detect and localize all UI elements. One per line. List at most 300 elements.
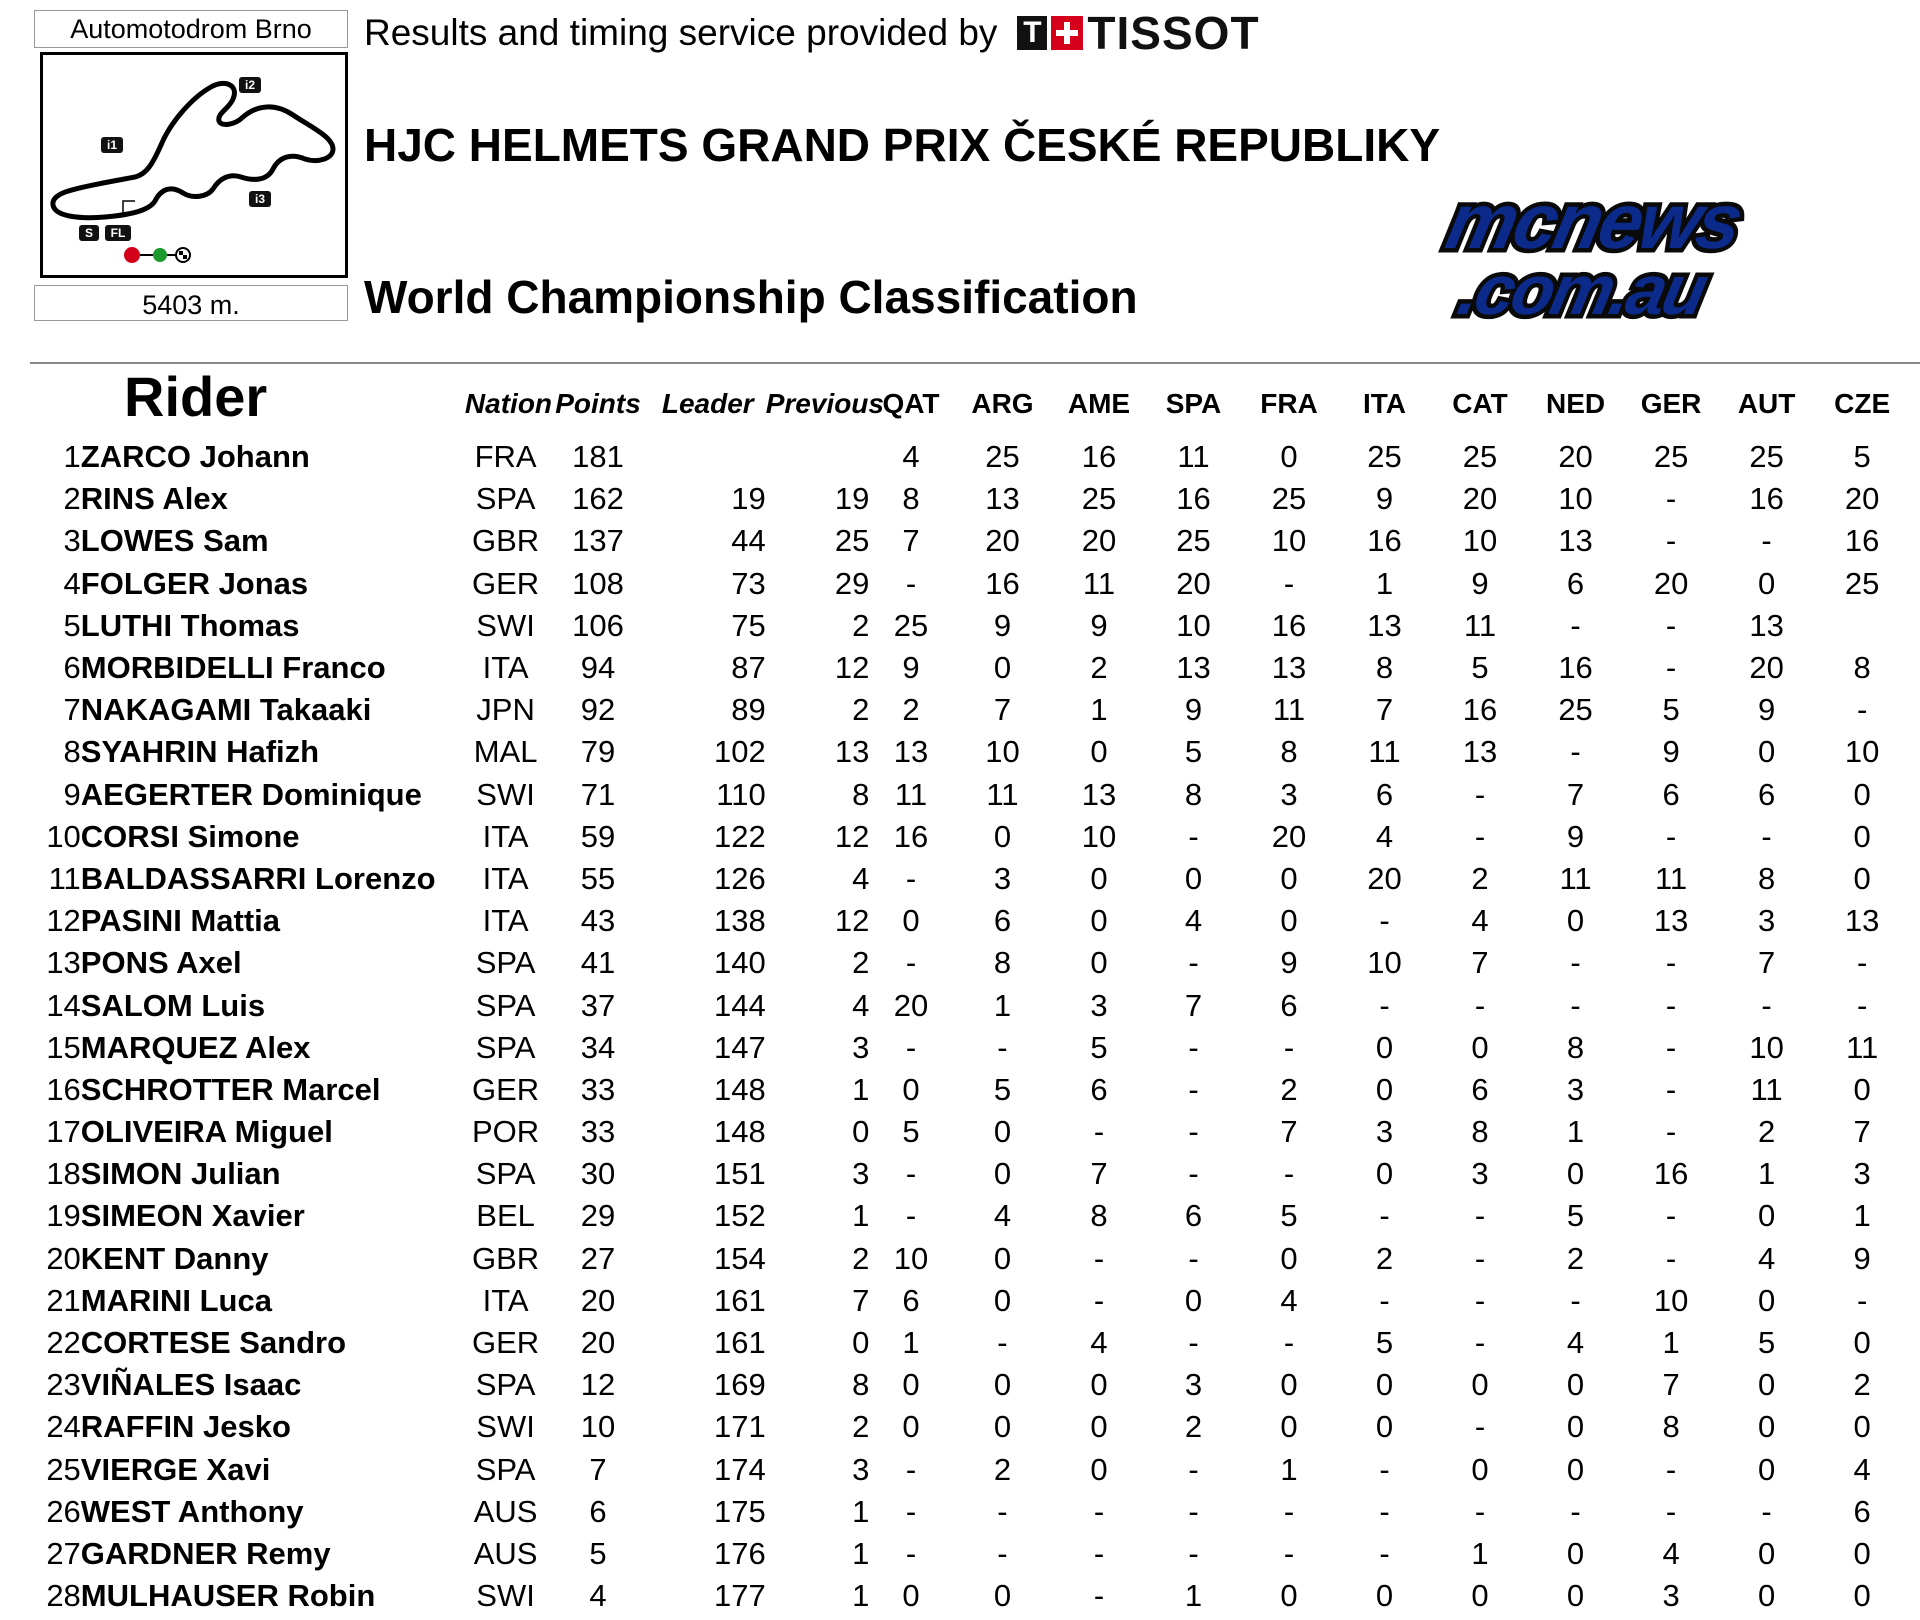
rider-gap-leader: 19	[731, 481, 766, 517]
race-result: 8	[993, 945, 1012, 981]
race-result: 8	[1375, 650, 1394, 686]
race-result: 11	[1272, 692, 1306, 728]
race-result: -	[1474, 818, 1486, 854]
rider-points: 20	[580, 1282, 616, 1318]
rider-name: MARQUEZ Alex	[80, 1029, 311, 1065]
race-result: 2	[1375, 1240, 1394, 1276]
race-result: -	[1665, 1240, 1677, 1276]
race-result: -	[1379, 903, 1390, 939]
race-result: -	[1474, 1240, 1486, 1276]
rider-gap-previous: 0	[852, 1325, 870, 1361]
race-result: 16	[1176, 481, 1211, 517]
race-result: -	[1474, 1409, 1486, 1445]
table-header-row	[30, 366, 1910, 426]
table-row	[30, 858, 1910, 900]
race-result: 25	[1271, 481, 1307, 517]
race-result: -	[1379, 1198, 1390, 1234]
race-result: 0	[1090, 1367, 1108, 1403]
rider-gap-previous: 1	[852, 1071, 870, 1107]
marker-start: S	[84, 226, 94, 240]
race-result: 3	[1471, 1156, 1489, 1192]
rider-nation: POR	[471, 1114, 540, 1150]
standings-table	[30, 366, 1910, 1617]
rider-name: PASINI Mattia	[80, 903, 281, 939]
race-result: -	[1665, 818, 1677, 854]
rider-name: OLIVEIRA Miguel	[80, 1114, 333, 1150]
race-result: 7	[1280, 1114, 1298, 1150]
race-result: 10	[985, 734, 1020, 770]
rider-position: 16	[46, 1071, 81, 1107]
race-result: 8	[902, 481, 920, 517]
rider-gap-previous: 1	[852, 1493, 870, 1529]
rider-points: 59	[580, 818, 616, 854]
race-result: 0	[1280, 439, 1298, 475]
header-leader: Leader	[661, 388, 754, 419]
rider-nation: SWI	[476, 1578, 535, 1614]
race-result: 10	[1462, 523, 1498, 559]
race-result: 3	[1566, 1071, 1585, 1107]
race-result: -	[1474, 1198, 1486, 1234]
rider-gap-previous: 3	[852, 1451, 870, 1487]
rider-gap-leader: 171	[713, 1409, 766, 1445]
race-result: 13	[1749, 607, 1784, 643]
race-result: 0	[1184, 1282, 1203, 1318]
rider-points: 29	[580, 1198, 616, 1234]
rider-name: CORSI Simone	[80, 818, 300, 854]
race-result: 25	[1462, 439, 1498, 475]
race-result: -	[1474, 776, 1486, 812]
table-row	[30, 478, 1910, 520]
race-result: -	[1665, 523, 1677, 559]
race-result: 0	[1280, 903, 1298, 939]
table-row	[30, 900, 1910, 942]
race-result: 6	[1853, 1493, 1871, 1529]
race-result: 5	[1566, 1198, 1585, 1234]
race-result: 0	[1757, 1451, 1776, 1487]
mcnews-logo	[1428, 178, 1836, 328]
race-result: 0	[1757, 734, 1776, 770]
race-result: -	[1474, 1325, 1486, 1361]
rider-gap-leader: 89	[731, 692, 766, 728]
race-result: 8	[1184, 776, 1203, 812]
race-result: -	[1474, 1282, 1486, 1318]
rider-gap-previous: 1	[852, 1578, 870, 1614]
rider-gap-previous: 0	[852, 1114, 870, 1150]
rider-gap-leader: 73	[731, 565, 766, 601]
race-result: 0	[1280, 1240, 1298, 1276]
race-result: -	[905, 945, 917, 981]
header-race: CAT	[1452, 388, 1508, 419]
race-result: 0	[1566, 903, 1585, 939]
race-result: 0	[1853, 1071, 1871, 1107]
race-result: 11	[894, 776, 928, 812]
race-result: 6	[993, 903, 1012, 939]
race-result: 9	[993, 607, 1012, 643]
rider-points: 71	[580, 776, 616, 812]
race-result: 0	[902, 1367, 920, 1403]
rider-name: KENT Danny	[80, 1240, 269, 1276]
rider-position: 15	[46, 1029, 81, 1065]
rider-position: 19	[46, 1198, 81, 1234]
header-rider: Rider	[124, 365, 268, 428]
race-result: 9	[902, 650, 920, 686]
race-result: 5	[1280, 1198, 1298, 1234]
race-result: 20	[1367, 860, 1402, 896]
race-result: -	[1188, 1029, 1199, 1065]
race-result: 0	[1471, 1578, 1489, 1614]
rider-position: 10	[46, 818, 81, 854]
rider-position: 20	[46, 1240, 81, 1276]
race-result: 10	[1081, 818, 1117, 854]
race-result: -	[1570, 734, 1581, 770]
race-result: 16	[1367, 523, 1402, 559]
race-result: 20	[893, 987, 929, 1023]
rider-gap-leader: 44	[731, 523, 766, 559]
race-result: -	[905, 1029, 917, 1065]
race-result: 4	[1090, 1325, 1108, 1361]
rider-gap-leader: 110	[716, 776, 766, 812]
race-result: 0	[1375, 1578, 1394, 1614]
rider-nation: ITA	[482, 818, 529, 854]
rider-nation: ITA	[482, 903, 529, 939]
rider-points: 4	[589, 1578, 607, 1614]
rider-nation: SWI	[476, 1409, 535, 1445]
rider-gap-previous: 8	[852, 776, 870, 812]
race-result: -	[1665, 1071, 1677, 1107]
race-result: 7	[1471, 945, 1489, 981]
race-result: -	[1570, 1493, 1581, 1529]
race-result: 0	[1566, 1451, 1585, 1487]
race-result: 4	[1280, 1282, 1298, 1318]
race-result: 20	[1176, 565, 1211, 601]
table-row	[30, 1322, 1910, 1364]
rider-name: GARDNER Remy	[80, 1535, 331, 1571]
table-row	[30, 647, 1910, 689]
race-result: 0	[1090, 1409, 1108, 1445]
race-result: -	[905, 565, 917, 601]
header-race: QAT	[882, 388, 940, 419]
rider-name: PONS Axel	[80, 945, 242, 981]
race-result: 20	[1081, 523, 1117, 559]
race-result: 0	[1853, 1535, 1871, 1571]
race-result: 20	[1844, 481, 1880, 517]
race-result: 11	[1177, 439, 1210, 475]
table-row	[30, 605, 1910, 647]
race-result: -	[1665, 1029, 1677, 1065]
race-result: 13	[1653, 903, 1689, 939]
race-result: 3	[1184, 1367, 1203, 1403]
logo-line1: mcnews	[1439, 178, 1748, 265]
race-result: 6	[1757, 776, 1776, 812]
rider-gap-previous: 12	[834, 650, 870, 686]
race-result: 0	[1757, 1367, 1776, 1403]
race-result: 1	[1566, 1114, 1585, 1150]
table-row	[30, 1575, 1910, 1617]
table-row	[30, 1111, 1910, 1153]
race-result: -	[997, 1029, 1008, 1065]
rider-position: 13	[46, 945, 81, 981]
rider-nation: ITA	[482, 650, 529, 686]
race-result: 4	[1566, 1325, 1585, 1361]
race-result: -	[1665, 607, 1677, 643]
race-result: 0	[902, 903, 920, 939]
rider-position: 14	[46, 987, 81, 1023]
race-result: 3	[1662, 1578, 1680, 1614]
rider-position: 8	[63, 734, 81, 770]
race-result: 10	[1653, 1282, 1689, 1318]
race-result: 8	[1757, 860, 1776, 896]
race-result: -	[1761, 987, 1772, 1023]
rider-position: 28	[46, 1578, 81, 1614]
rider-gap-leader: 75	[731, 607, 766, 643]
race-result: 13	[1176, 650, 1211, 686]
race-result: 0	[1757, 1409, 1776, 1445]
rider-gap-leader: 169	[713, 1367, 766, 1403]
rider-points: 37	[580, 987, 616, 1023]
rider-position: 27	[46, 1535, 81, 1571]
race-result: 0	[1757, 1282, 1776, 1318]
race-result: -	[1379, 1493, 1390, 1529]
race-result: 13	[1462, 734, 1498, 770]
race-result: 5	[1471, 650, 1489, 686]
rider-name: BALDASSARRI Lorenzo	[80, 860, 436, 896]
rider-position: 21	[46, 1282, 81, 1318]
rider-gap-leader: 144	[713, 987, 766, 1023]
race-result: -	[1379, 1451, 1390, 1487]
race-result: 8	[1090, 1198, 1108, 1234]
rider-nation: ITA	[482, 1282, 529, 1318]
race-result: -	[1093, 1114, 1105, 1150]
race-result: 0	[1375, 1367, 1394, 1403]
rider-nation: SPA	[475, 1451, 536, 1487]
race-result: 0	[1566, 1367, 1585, 1403]
rider-position: 23	[46, 1367, 81, 1403]
race-result: 0	[993, 818, 1012, 854]
race-result: 11	[1559, 860, 1592, 896]
table-row	[30, 1195, 1910, 1237]
race-result: 11	[1463, 607, 1497, 643]
rider-name: RINS Alex	[80, 481, 228, 517]
race-result: 9	[1757, 692, 1776, 728]
track-length: 5403 m.	[34, 285, 348, 321]
race-result: 0	[993, 1409, 1012, 1445]
rider-nation: SPA	[475, 945, 536, 981]
table-row	[30, 1069, 1910, 1111]
race-result: 11	[1654, 860, 1688, 896]
rider-gap-previous: 19	[834, 481, 870, 517]
race-result: -	[997, 1325, 1008, 1361]
race-result: -	[1188, 1156, 1199, 1192]
rider-gap-leader: 152	[713, 1198, 766, 1234]
race-result: 0	[993, 1578, 1012, 1614]
rider-gap-previous: 12	[834, 903, 870, 939]
race-result: 2	[993, 1451, 1012, 1487]
race-result: 5	[1853, 439, 1871, 475]
classification-title: World Championship Classification	[364, 271, 1138, 323]
timing-lights-icon	[124, 247, 190, 263]
race-result: 13	[1081, 776, 1117, 812]
race-result: 6	[1471, 1071, 1489, 1107]
race-result: 25	[1081, 481, 1117, 517]
race-result: -	[905, 1156, 917, 1192]
race-result: -	[1857, 945, 1868, 981]
race-result: 3	[1280, 776, 1298, 812]
race-result: -	[1761, 1493, 1772, 1529]
race-result: -	[1665, 1493, 1677, 1529]
race-result: 5	[1375, 1325, 1394, 1361]
race-result: 1	[1662, 1325, 1680, 1361]
race-result: 13	[893, 734, 929, 770]
race-result: 10	[1558, 481, 1593, 517]
table-row	[30, 774, 1910, 816]
rider-position: 3	[63, 523, 81, 559]
rider-position: 11	[48, 860, 81, 896]
race-result: -	[1665, 1198, 1677, 1234]
race-result: -	[1093, 1240, 1105, 1276]
table-row	[30, 731, 1910, 773]
race-result: 0	[1184, 860, 1203, 896]
rider-name: SALOM Luis	[80, 987, 266, 1023]
table-row	[30, 689, 1910, 731]
race-result: -	[1570, 1282, 1581, 1318]
rider-position: 25	[46, 1451, 81, 1487]
race-result: 6	[1662, 776, 1680, 812]
rider-name: WEST Anthony	[80, 1493, 304, 1529]
race-result: 1	[993, 987, 1012, 1023]
race-result: 10	[1176, 607, 1211, 643]
race-result: 9	[1184, 692, 1203, 728]
header-points: Points	[555, 388, 641, 419]
race-result: -	[1665, 1451, 1677, 1487]
race-result: 5	[1090, 1029, 1108, 1065]
race-result: 0	[1566, 1535, 1585, 1571]
race-result: 0	[1566, 1578, 1585, 1614]
rider-name: RAFFIN Jesko	[80, 1409, 291, 1445]
rider-gap-previous: 2	[852, 692, 870, 728]
rider-points: 55	[580, 860, 616, 896]
rider-gap-leader: 174	[713, 1451, 766, 1487]
table-row	[30, 942, 1910, 984]
race-result: 13	[1271, 650, 1307, 686]
rider-points: 20	[580, 1325, 616, 1361]
race-result: -	[1093, 1282, 1105, 1318]
race-result: 13	[985, 481, 1020, 517]
race-result: 7	[1090, 1156, 1108, 1192]
rider-gap-previous: 29	[834, 565, 870, 601]
rider-gap-leader: 102	[713, 734, 766, 770]
rider-position: 1	[63, 439, 81, 475]
race-result: 4	[1375, 818, 1394, 854]
race-result: 0	[993, 1156, 1012, 1192]
race-result: 25	[1844, 565, 1880, 601]
timing-credit-text: Results and timing service provided by	[364, 12, 998, 53]
rider-gap-leader: 175	[713, 1493, 766, 1529]
race-result: 0	[1375, 1071, 1394, 1107]
race-result: 2	[1757, 1114, 1776, 1150]
race-result: 16	[1081, 439, 1117, 475]
rider-nation: AUS	[473, 1535, 538, 1571]
race-result: 0	[993, 1282, 1012, 1318]
rider-gap-leader: 138	[713, 903, 766, 939]
rider-gap-previous: 4	[852, 860, 870, 896]
race-result: 3	[1090, 987, 1108, 1023]
rider-name: SIMEON Xavier	[80, 1198, 305, 1234]
race-result: 2	[1090, 650, 1108, 686]
race-result: 16	[1844, 523, 1880, 559]
race-result: 4	[1184, 903, 1203, 939]
rider-gap-leader: 151	[713, 1156, 766, 1192]
race-result: -	[1379, 1282, 1390, 1318]
race-result: 8	[1566, 1029, 1585, 1065]
race-result: 11	[1082, 565, 1116, 601]
race-result: 0	[902, 1578, 920, 1614]
table-row	[30, 1491, 1910, 1533]
rider-points: 137	[572, 523, 624, 559]
race-result: -	[1665, 1114, 1677, 1150]
race-result: 13	[1844, 903, 1880, 939]
rider-gap-previous: 13	[834, 734, 870, 770]
rider-gap-previous: 4	[852, 987, 870, 1023]
race-result: 0	[1090, 1451, 1108, 1487]
race-result: 2	[1853, 1367, 1871, 1403]
race-result: 0	[1757, 1578, 1776, 1614]
race-result: 0	[1471, 1451, 1489, 1487]
race-result: 20	[1653, 565, 1689, 601]
rider-nation: SPA	[475, 1367, 536, 1403]
rider-gap-leader: 87	[731, 650, 766, 686]
header-race: CZE	[1834, 388, 1891, 419]
race-result: -	[997, 1493, 1008, 1529]
race-result: 5	[1184, 734, 1203, 770]
rider-nation: GER	[471, 1325, 540, 1361]
race-result: 0	[1853, 776, 1871, 812]
table-row	[30, 1533, 1910, 1575]
rider-gap-previous: 1	[852, 1535, 870, 1571]
rider-gap-leader: 126	[713, 860, 766, 896]
race-result: 10	[1367, 945, 1402, 981]
race-result: 1	[1471, 1535, 1489, 1571]
race-result: 4	[993, 1198, 1012, 1234]
rider-position: 18	[46, 1156, 81, 1192]
race-result: 7	[1853, 1114, 1871, 1150]
rider-name: LUTHI Thomas	[80, 607, 300, 643]
table-row	[30, 984, 1910, 1026]
race-result: 5	[902, 1114, 920, 1150]
race-result: 4	[1757, 1240, 1776, 1276]
event-title: HJC HELMETS GRAND PRIX ČESKÉ REPUBLIKY	[364, 119, 1441, 171]
race-result: 7	[902, 523, 920, 559]
race-result: -	[1570, 987, 1581, 1023]
race-result: -	[1188, 1535, 1199, 1571]
rider-gap-leader: 177	[713, 1578, 766, 1614]
rider-name: SCHROTTER Marcel	[80, 1071, 381, 1107]
race-result: 10	[893, 1240, 929, 1276]
rider-gap-leader: 147	[713, 1029, 766, 1065]
rider-name: ZARCO Johann	[80, 439, 310, 475]
race-result: -	[1188, 1240, 1199, 1276]
race-result: 1	[1184, 1578, 1203, 1614]
race-result: 2	[1471, 860, 1489, 896]
rider-gap-leader: 140	[713, 945, 766, 981]
rider-gap-leader: 176	[713, 1535, 766, 1571]
rider-points: 6	[589, 1493, 607, 1529]
race-result: 11	[1750, 1071, 1783, 1107]
race-result: 20	[1271, 818, 1307, 854]
rider-gap-leader: 148	[713, 1071, 766, 1107]
race-result: 1	[1757, 1156, 1776, 1192]
race-result: -	[1188, 945, 1199, 981]
rider-nation: SWI	[476, 776, 535, 812]
